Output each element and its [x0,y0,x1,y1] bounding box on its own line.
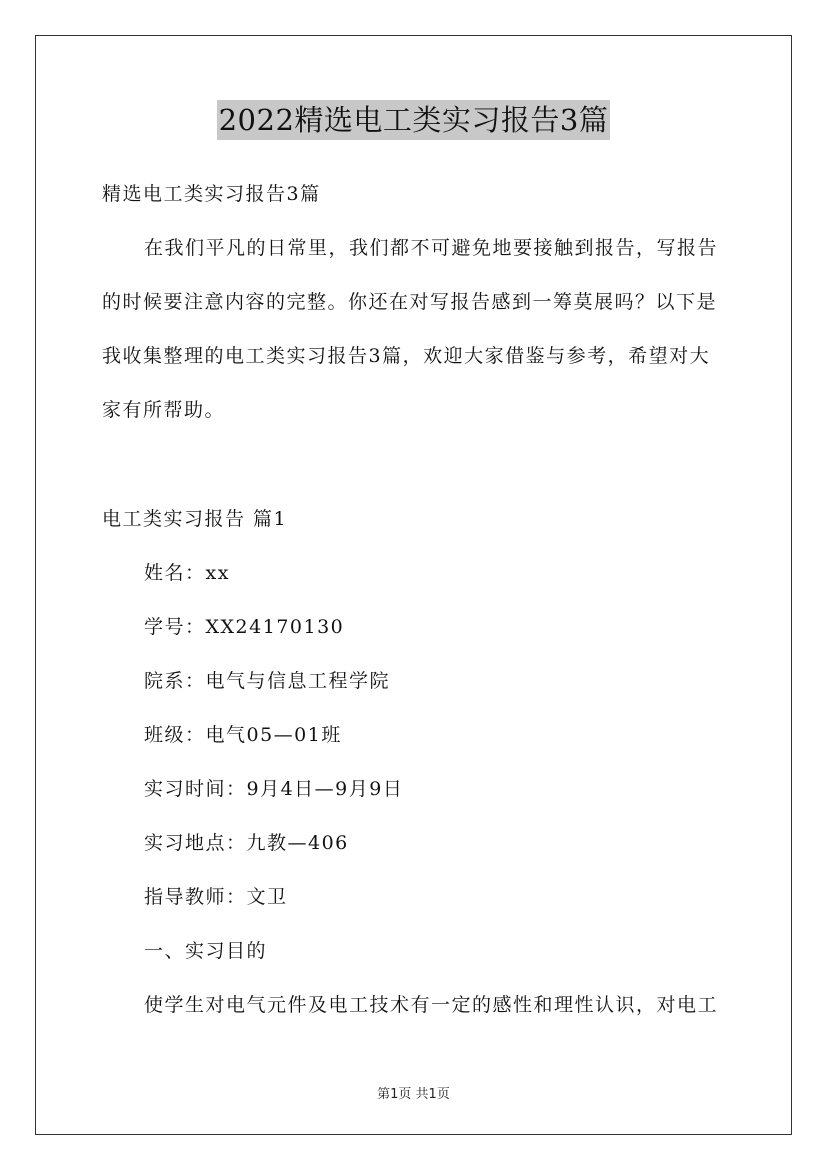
page-footer: 第1页 共1页 [377,1087,450,1102]
purpose-line: 使学生对电气元件及电工技术有一定的感性和理性认识，对电工 [144,994,719,1016]
section-heading: 电工类实习报告 篇1 [102,508,288,530]
field-internship-time: 实习时间：9月4日—9月9日 [144,778,404,800]
field-instructor: 指导教师：文卫 [144,886,288,908]
field-name: 姓名：xx [144,562,230,584]
document-title: 2022精选电工类实习报告3篇 [217,100,611,140]
title-container [0,100,827,140]
intro-line-3: 我收集整理的电工类实习报告3篇，欢迎大家借鉴与参考，希望对大 [102,345,711,367]
field-class: 班级：电气05—01班 [144,724,342,746]
intro-line-4: 家有所帮助。 [102,399,226,421]
intro-line-1: 在我们平凡的日常里，我们都不可避免地要接触到报告，写报告 [144,237,719,259]
field-department: 院系：电气与信息工程学院 [144,670,391,692]
field-internship-location: 实习地点：九教—406 [144,832,349,854]
field-student-id: 学号：XX24170130 [144,616,345,638]
document-subtitle: 精选电工类实习报告3篇 [102,183,321,205]
subheading-purpose: 一、实习目的 [144,940,268,962]
intro-line-2: 的时候要注意内容的完整。你还在对写报告感到一筹莫展吗？以下是 [102,291,718,313]
